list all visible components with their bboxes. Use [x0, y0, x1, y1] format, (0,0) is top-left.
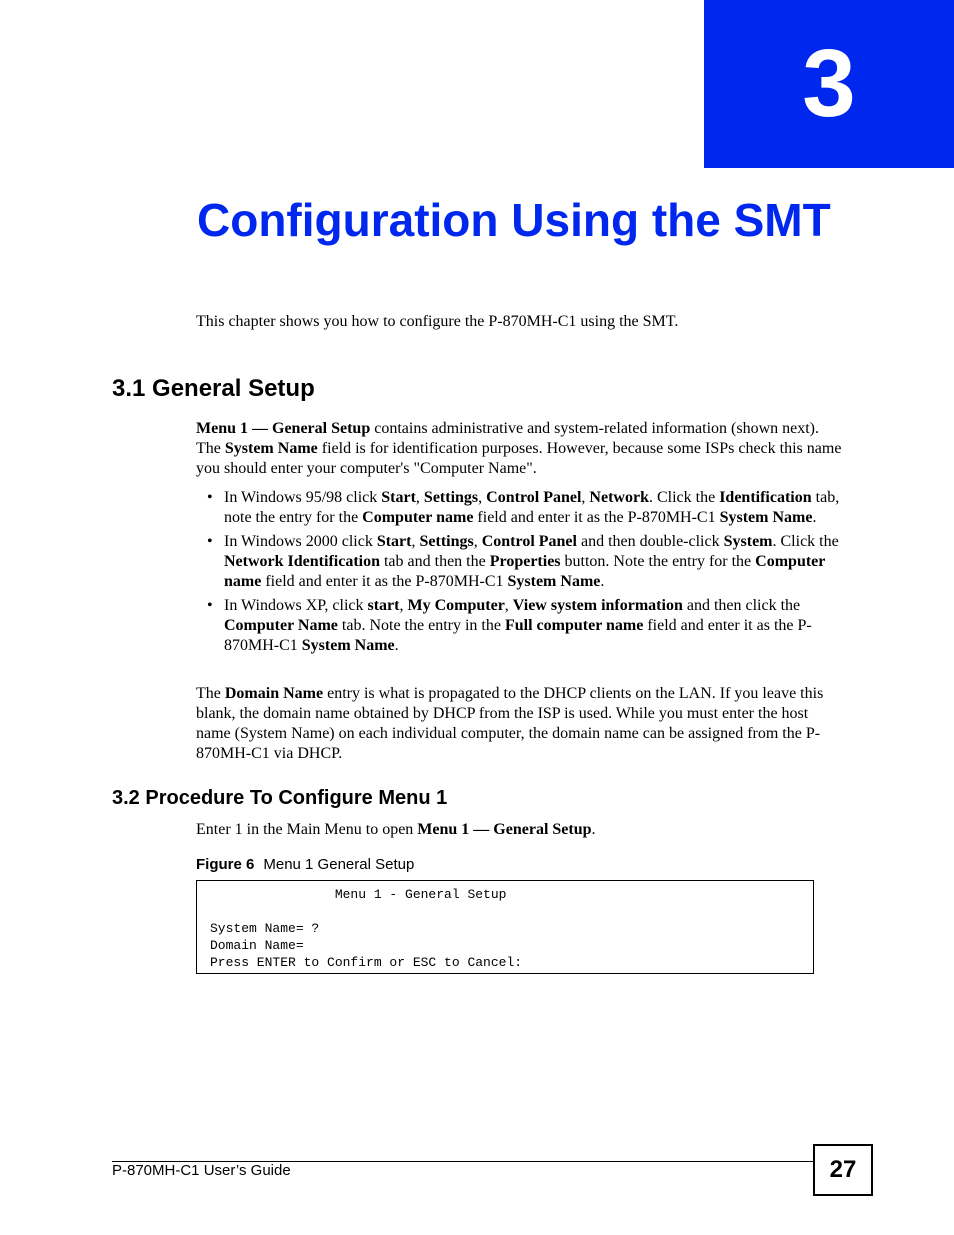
- section-heading-general-setup: 3.1 General Setup: [112, 375, 315, 402]
- text: The: [196, 685, 225, 702]
- chapter-number: 3: [802, 30, 856, 137]
- text: entry is what is propagated to the DHCP clients on the LAN. If you leave this blank, the domain name obtained by DHCP from the ISP is used. While you must enter the host name (System Name) on each individual computer, the domain name can be assigned from the P-870MH-C1 via DHCP.: [196, 685, 824, 762]
- text: contains administrative and system-related information (shown next). The: [196, 420, 819, 457]
- bold-text: Computer name: [362, 509, 474, 526]
- chapter-title: Configuration Using the SMT: [197, 194, 831, 246]
- text: tab and then the: [379, 553, 490, 570]
- bold-text: System Name: [224, 440, 318, 457]
- bold-text: Start: [376, 533, 412, 550]
- chapter-number-box: [704, 0, 954, 168]
- text: field and enter it as the P-870MH-C1: [473, 509, 720, 526]
- text: ,: [504, 597, 513, 614]
- text: .: [600, 573, 605, 590]
- system-name-line: System Name= ?: [210, 921, 320, 936]
- smt-menu-text: [210, 886, 522, 971]
- bold-text: Network: [589, 489, 649, 506]
- text: . Click the: [772, 533, 839, 550]
- text: .: [394, 637, 399, 654]
- bold-text: Control Panel: [486, 489, 582, 506]
- text: field and enter it as the P-870MH-C1: [261, 573, 508, 590]
- text: field and enter it as the P-870MH-C1: [224, 617, 812, 654]
- domain-name-line: Domain Name=: [210, 938, 304, 953]
- text: ,: [399, 597, 408, 614]
- figure-label: Figure 6: [196, 856, 255, 873]
- bold-text: View system information: [512, 597, 683, 614]
- bold-text: Properties: [489, 553, 561, 570]
- intro-paragraph: This chapter shows you how to configure the P-870MH-C1 using the SMT.: [196, 313, 679, 330]
- bold-text: Start: [381, 489, 416, 506]
- bold-text: System Name: [507, 573, 601, 590]
- menu-title-line: Menu 1 - General Setup: [210, 887, 507, 902]
- text: . Click the: [648, 489, 720, 506]
- procedure-paragraph: [196, 820, 842, 840]
- text: In Windows 95/98 click: [224, 489, 382, 506]
- text: In Windows XP, click: [224, 597, 368, 614]
- text: ,: [581, 489, 590, 506]
- bold-text: System: [723, 533, 773, 550]
- bold-text: Domain Name: [224, 685, 324, 702]
- text: In Windows 2000 click: [224, 533, 377, 550]
- bold-text: Full computer name: [504, 617, 644, 634]
- bold-text: Network Identification: [224, 553, 380, 570]
- list-item-windows-95-98: [196, 488, 842, 528]
- confirm-prompt-line: Press ENTER to Confirm or ESC to Cancel:: [210, 955, 523, 970]
- general-setup-paragraph: [196, 419, 842, 479]
- smt-menu-screen: [196, 880, 814, 974]
- text: ,: [478, 489, 487, 506]
- text: ,: [411, 533, 420, 550]
- windows-instructions-list: [196, 488, 842, 660]
- list-item-windows-xp: [196, 596, 842, 656]
- bold-text: System Name: [719, 509, 813, 526]
- bold-text: Control Panel: [481, 533, 577, 550]
- bold-text: Menu 1 — General Setup: [417, 821, 592, 838]
- bold-text: Menu 1 — General Setup: [196, 420, 371, 437]
- text: ,: [415, 489, 424, 506]
- bold-text: Computer Name: [224, 617, 338, 634]
- bold-text: start: [367, 597, 400, 614]
- page-number: 27: [813, 1144, 873, 1196]
- figure-title: Menu 1 General Setup: [263, 856, 415, 873]
- list-item-windows-2000: [196, 532, 842, 592]
- text: tab, note the entry for the: [224, 489, 840, 526]
- text: .: [591, 821, 596, 838]
- text: button. Note the entry for the: [560, 553, 756, 570]
- text: and then click the: [682, 597, 801, 614]
- text: Enter 1 in the Main Menu to open: [196, 821, 418, 838]
- bold-text: Settings: [423, 489, 479, 506]
- bold-text: Identification: [719, 489, 812, 506]
- footer-guide-title: P-870MH-C1 User’s Guide: [112, 1162, 291, 1179]
- bold-text: Settings: [419, 533, 474, 550]
- text: and then double-click: [576, 533, 724, 550]
- bold-text: My Computer: [407, 597, 505, 614]
- figure-caption: [196, 856, 414, 874]
- text: tab. Note the entry in the: [337, 617, 505, 634]
- text: ,: [473, 533, 482, 550]
- text: .: [812, 509, 817, 526]
- bold-text: System Name: [301, 637, 395, 654]
- section-heading-procedure: 3.2 Procedure To Configure Menu 1: [112, 787, 448, 809]
- domain-name-paragraph: [196, 684, 842, 764]
- text: field is for identification purposes. However, because some ISPs check this name you should enter your computer's "Computer Name".: [196, 440, 842, 477]
- bold-text: Computer name: [224, 553, 826, 590]
